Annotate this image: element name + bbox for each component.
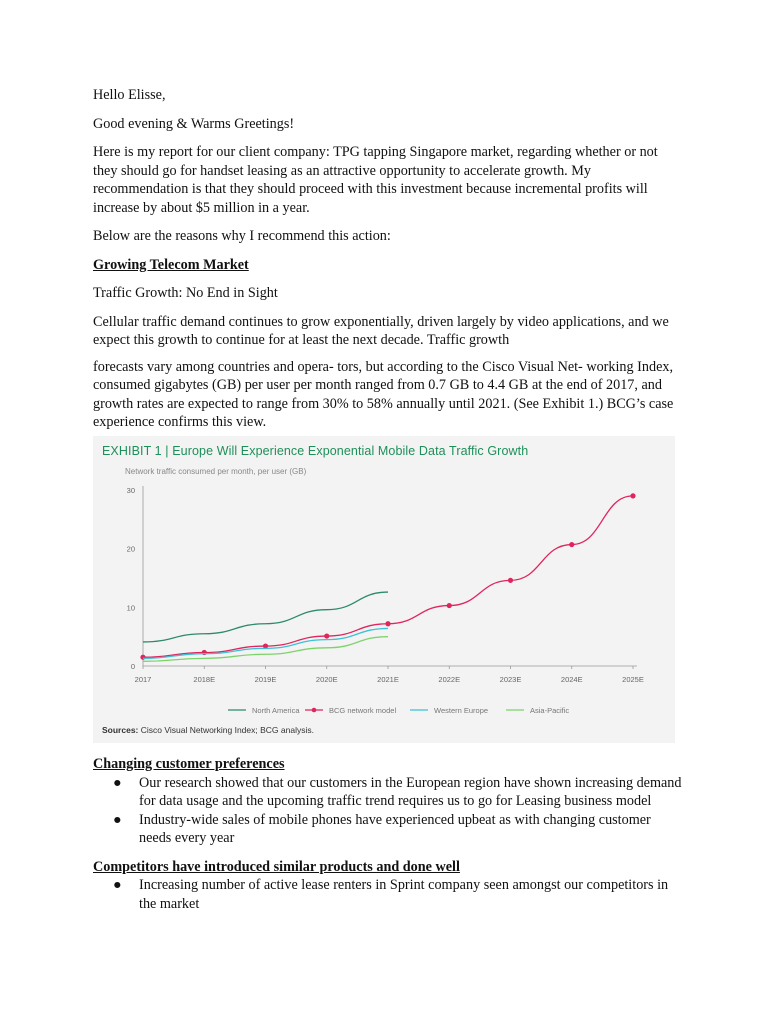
traffic-paragraph-1: Cellular traffic demand continues to grow exponentially, driven largely by video applications, and we expect this growth to continue for at least the next decade. Traffic growth [93,313,669,348]
data-point [447,603,452,608]
later-sections [93,755,683,913]
legend-label: BCG network model [329,706,397,715]
legend-marker [312,708,317,713]
section-heading-competitors: Competitors have introduced similar products and done well [93,858,460,875]
x-tick-label: 2018E [193,675,216,684]
customer-preferences-list [93,774,683,848]
data-point [385,621,390,626]
series-line [143,592,388,642]
data-point [508,578,513,583]
y-tick-label: 0 [130,662,135,671]
x-tick-label: 2023E [499,675,522,684]
bullet-glyph: ● [113,774,122,791]
bullet-glyph: ● [113,877,122,893]
list-item [93,811,683,848]
list-item [93,876,683,913]
sources-label: Sources: [102,725,139,735]
list-item [93,774,683,811]
y-tick-label: 20 [126,544,135,554]
intro-paragraph: Here is my report for our client company: TPG tapping Singapore market, regarding whether or not they should go for handset leasing as an attractive opportunity to accelerate growth. My recommendation is that they should proceed with this investment because incremental profits will increase by about $5 million in a year. [93,144,658,216]
legend-label: Western Europe [434,706,489,715]
section-subheading-traffic: Traffic Growth: No End in Sight [93,285,278,301]
line-chart [93,436,675,716]
competitors-list [93,876,683,913]
section-heading-customer-preferences: Changing customer preferences [93,756,285,772]
exhibit-subtitle: Network traffic consumed per month, per user (GB) [125,467,307,476]
x-tick-label: 2020E [315,675,338,684]
x-tick-label: 2021E [377,675,399,684]
x-tick-label: 2022E [438,675,461,684]
sources-text: Cisco Visual Networking Index; BCG analysis. [138,725,314,735]
legend-label: Asia-Pacific [530,706,570,715]
list-item-text: Our research showed that our customers in the European region have shown increasing demand for data usage and the upcoming traffic trend requires us to go for Leasing business model [139,774,682,809]
legend-label: North America [252,706,300,715]
y-tick-label: 10 [126,603,135,613]
data-point [569,542,574,547]
list-item-text: Industry-wide sales of mobile phones have experienced upbeat as with changing customer needs every year [139,811,651,846]
greeting: Hello Elisse, [93,87,166,103]
letter-body [93,86,683,440]
y-tick-label: 30 [126,486,135,495]
exhibit-sources [102,725,314,735]
exhibit-title: EXHIBIT 1 | Europe Will Experience Exponential Mobile Data Traffic Growth [102,444,529,458]
x-tick-label: 2024E [560,675,583,684]
list-item-text: Increasing number of active lease renters in Sprint company seen amongst our competitors in the market [139,877,669,912]
data-point [324,633,329,638]
x-tick-label: 2019E [254,675,277,684]
exhibit-chart [93,436,675,743]
x-tick-label: 2017 [134,675,152,684]
data-point [630,493,635,498]
section-heading-growing-market: Growing Telecom Market [93,256,249,273]
traffic-paragraph-2: forecasts vary among countries and opera- tors, but according to the Cisco Visual Net- working Index, consumed gigabytes (GB) per user per month ranged from 0.7 GB to 4.4 GB at the end of 2017, and growth rates are expected to range from 30% to 58% annually until 2021. (See Exhibit 1.) BCG’s case experience confirms this view. [93,358,674,430]
opening-line: Good evening & Warms Greetings! [93,115,295,132]
reasons-intro: Below are the reasons why I recommend this action: [93,228,391,244]
bullet-glyph: ● [113,811,122,828]
x-tick-label: 2025E [622,675,644,684]
